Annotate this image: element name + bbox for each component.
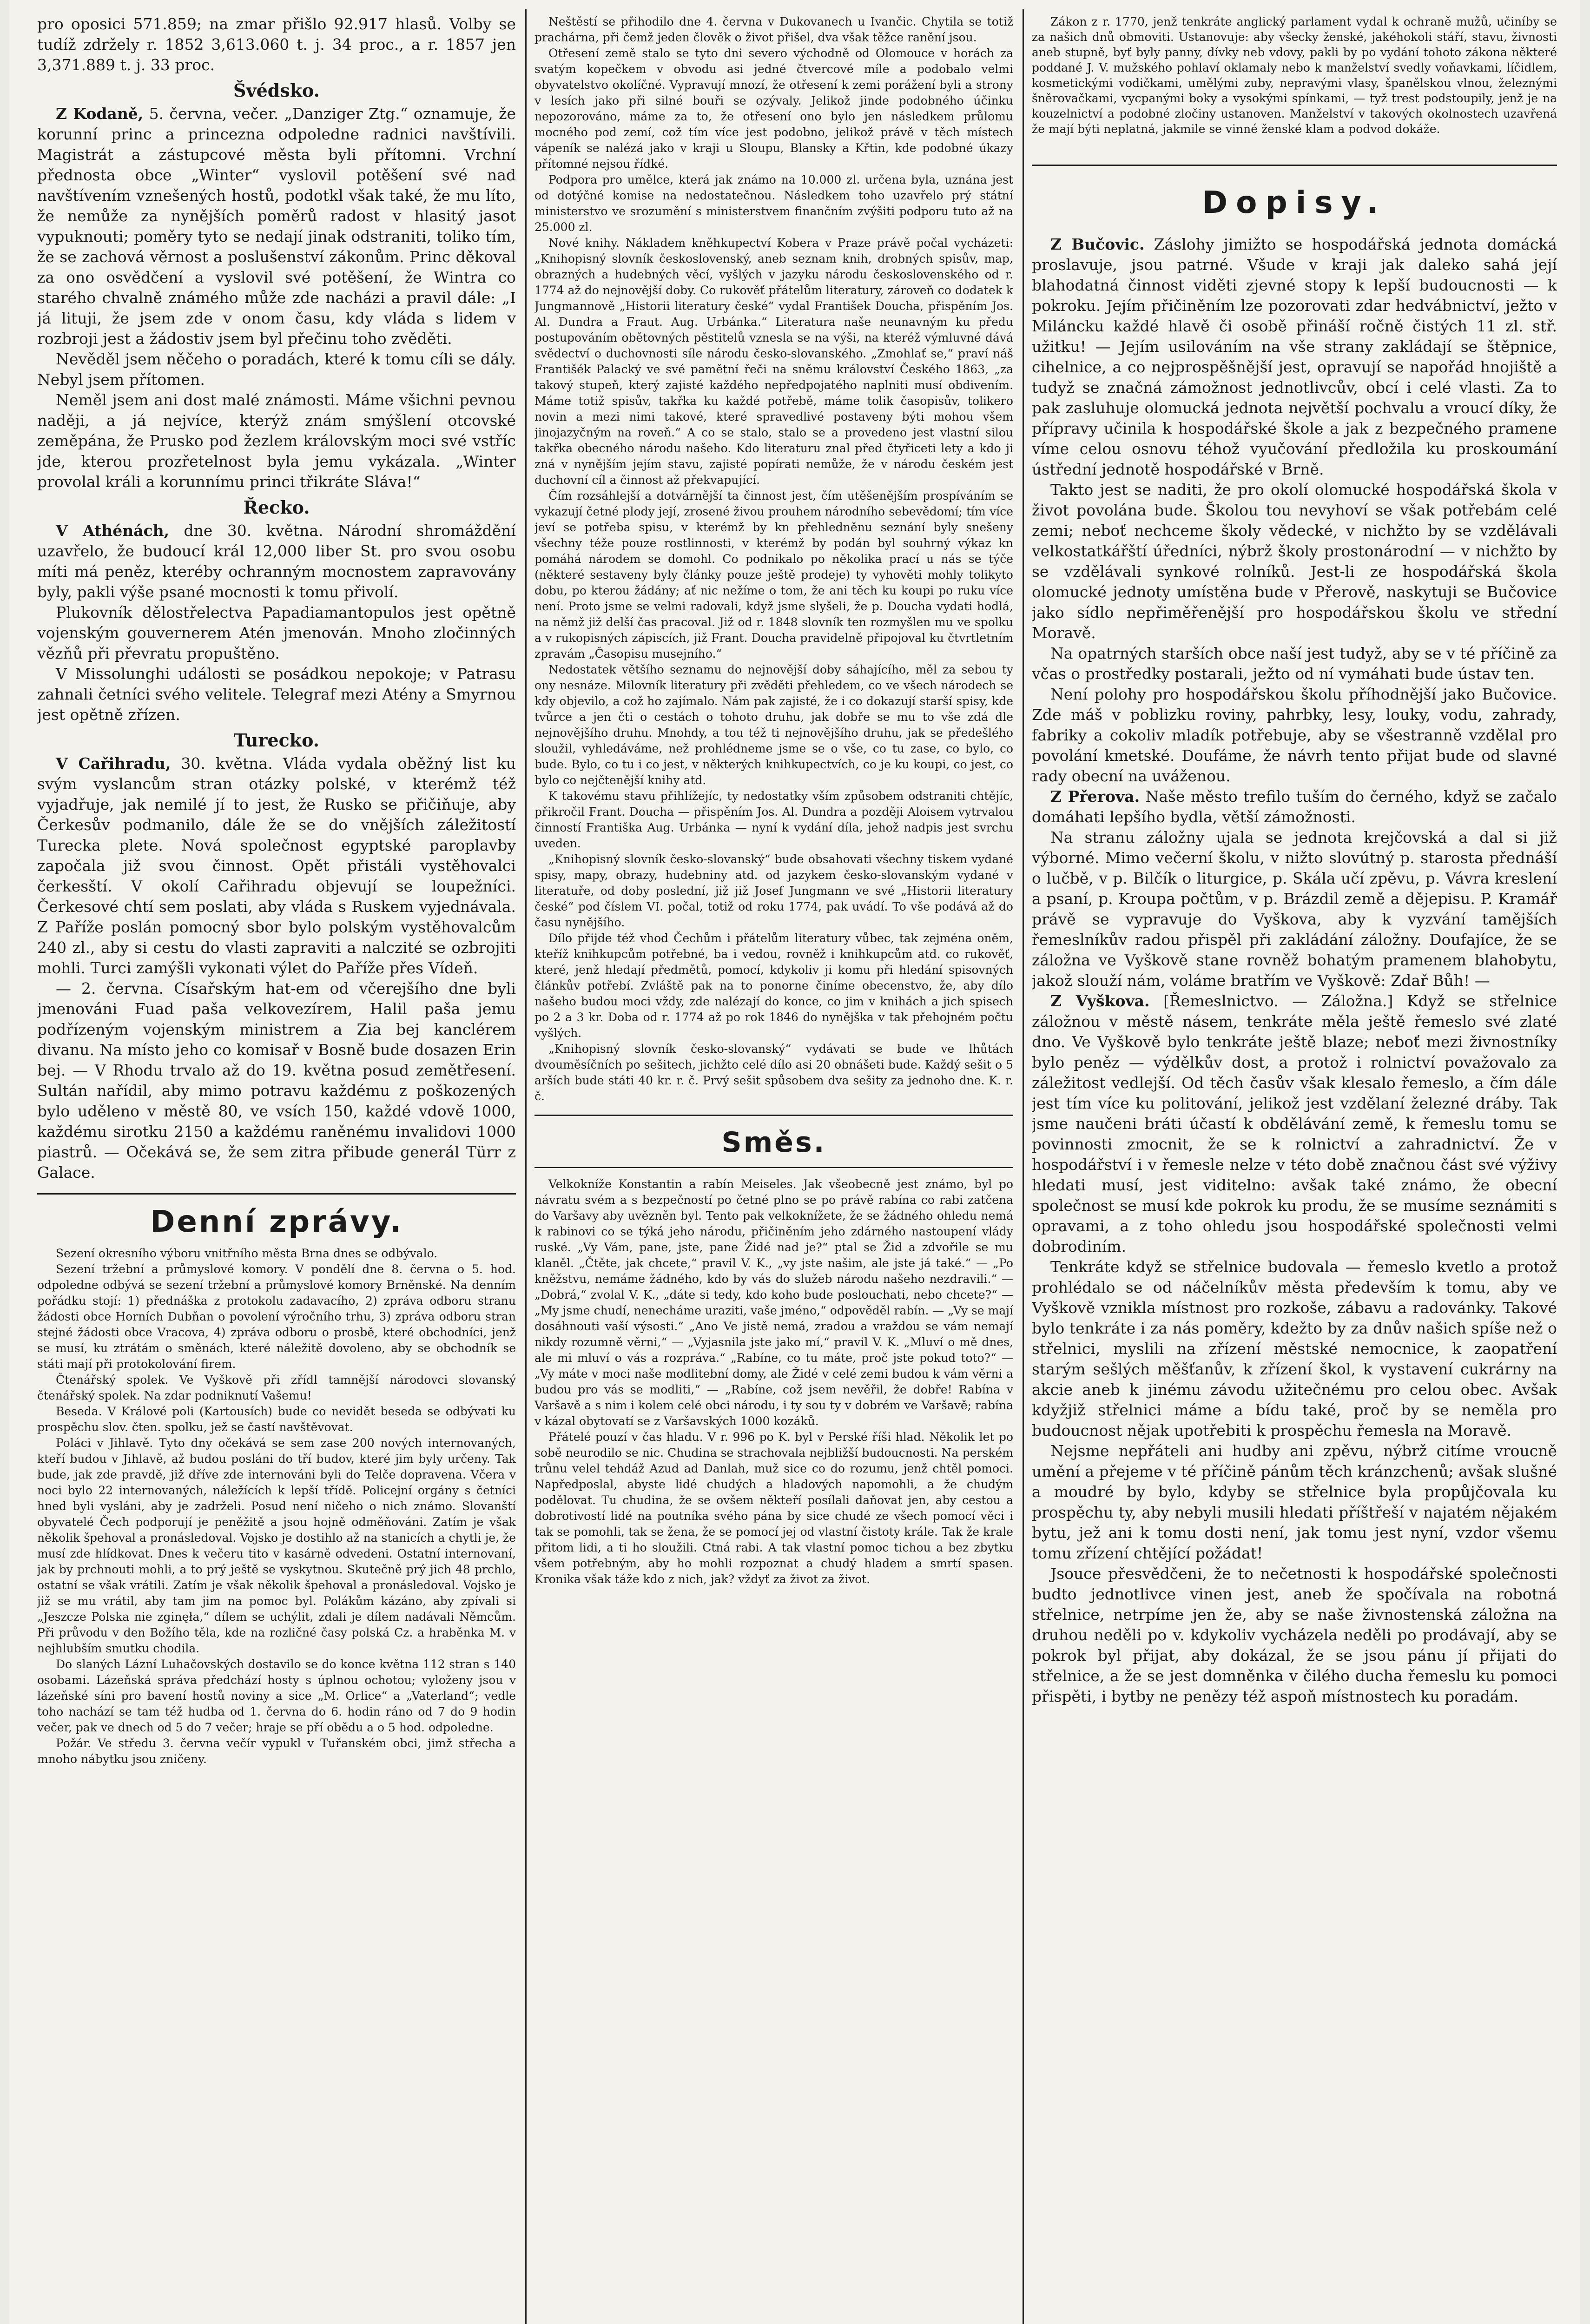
- paragraph-text: Když se střelnice záložnou v městě násem, tenkráte měla ještě řemeslo své zlaté dno. Ve Vyškově bylo tenkráte ještě blaze; neboť mezi živnostníky bylo peněz — výdělkův dost, a protož i rolnictví považovalo za záležitost vedlejší. Od těch časův však klesalo řemeslo, a čím dále jest tím více ku politování, jelikož jest vzdělaní železné dráby. Tak jsme naučeni bráti účastí k obdělávání země, k řemeslu tomu se povinnosti zmocnit, že se k rolnictví a zahradnictví. Že v hospodářství i v řemesle nelze v této době značnou část své výživy hledati musí, jest viditelno: avšak také známo, že obecní společnost se musí kde pokrok ku produ, že se musíme seznámiti s opravami, a z toho ohledu jsou hospodářské společnosti velmi dobrodiním.: [1032, 992, 1557, 1255]
- paragraph-text: dne 30. května. Národní shromáždění uzavřelo, že budoucí král 12,000 liber St. pro svou osobu míti má peněz, kteréby ochranným mocnostem zapravovány byly, pakli výše psané mocnosti k tomu přivolí.: [37, 522, 516, 601]
- divider: [1032, 165, 1557, 166]
- paragraph: [1032, 234, 1557, 480]
- section-heading-turecko: Turecko.: [234, 730, 319, 751]
- news-item: K takovému stavu přihlížejíc, ty nedostatky vším způsobem odstraniti chtějíc, přikročil Frant. Doucha — přispěním Jos. Al. Dundra a později Aloisem vytrvalou činností Františka Aug. Urbánka — nyní k vydání díla, jehož nadpis jest svrchu uveden.: [534, 789, 1013, 850]
- paragraph-text: 5. června, večer. „Danziger Ztg.“ oznamuje, že korunní princ a princezna odpoledne radnici navštívili. Magistrát a zástupcové města byli přítomni. Vrchní přednosta obce „Winter“ vyslovil potěšení své nad navštívením vznešených hostů, podotkl však také, že mu líto, že nemůže za nynějších poměrů radost v hlasitý jasot vypuknouti; poměry tyto se nedají jinak odstraniti, toliko tím, že se zachová věrnost a poslušenství zákonům. Princ děkoval za ono osvědčení a vyslovil své potěšení, že Wintra co starého chvalně známého může zde nacházi a pravil dále: „I já lituji, že jsem zde v onom času, kdy vláda s lidem v rozbroji jest a žádostiv jsem byl přečinu toho zvěděti.: [37, 105, 516, 348]
- paragraph: Na stranu záložny ujala se jednota krejčovská a dal si již výborné. Mimo večerní školu, v nižto slovútný p. starosta přednáší o lučbě, v p. Bilčík o liturgice, p. Skála učí zpěvu, p. Vávra kreslení a psaní, p. Kroupa počtům, v p. Brázdil země a dějepisu. P. Kramář právě se vypravuje do Vyškova, aby k vyzvání tamějších řemeslníkův radou přispěl při zakládání záložny. Doufajíce, že se záložna ve Vyškově stane rovněž bohatým pramenem blahobytu, jakož slouží nám, voláme bratřím ve Vyškově: Zdař Bůh! —: [1032, 828, 1557, 990]
- paragraph: Nevěděl jsem něčeho o poradách, které k tomu cíli se dály. Nebyl jsem přítomen.: [37, 350, 516, 389]
- news-item: Nedostatek většího seznamu do nejnovější doby sáhajícího, měl za sebou ty ony nesnáze. Milovník literatury při zvěděti přehledem, co ve všech národech se kdy objevilo, a což ho zajímalo. Nám pak zajisté, že i co dokazují starší spisy, kde tvůrce a jen čti o cestách o tohoto druhu, jak dobře se mu to vše zdá dle nejnovějšího druhu. Mnohdy, a tou též ti nejnovějšího druhu, jak se předešlého sloužil, vyhledáváme, než prohlédneme jsme se o vše, co tu zase, co bylo, co bude. Bylo, co tu i co jest, v některých knihkupectvích, co je ku koupi, co jest, co bylo co nejčtenější knihy atd.: [534, 663, 1013, 787]
- paragraph: [37, 104, 516, 349]
- news-item: „Knihopisný slovník česko-slovanský“ bude obsahovati všechny tiskem vydané spisy, mapy, obrazy, hudebniny atd. od jazykem česko-slovanským vydané v literatuře, od doby poslední, již již Josef Jungmann ve své „Historii literatury české“ pod číslem VI. počal, totiž od roku 1774, pak uvádí. To vše podává až do času nynějšího.: [534, 852, 1013, 929]
- paragraph-text: Naše město trefilo tuším do černého, když se začalo domáhati lepšího bydla, větší zámožnosti.: [1032, 787, 1557, 826]
- news-item: Přátelé pouzí v čas hladu. V r. 996 po K. byl v Perské říši hlad. Několik let po sobě neurodilo se nic. Chudina se strachovala nejbližší budoucnosti. Na perském trůnu velel tehdáž Azud ad Danlah, muž sice co do rozumu, jenž chtěl pomoci. Napředposlal, abyste lidé chudých a hladových napomohli, a že chudým podělovat. Tu chudina, že se ovšem někteří posílali daňovat jen, aby cestou a dobrotivostí lidé na poutníka svého pána by sice chudé ze všech pomocí věci i tak se pomohli, tak se žena, že se pomocí jej od vlastní čistoty krále. Tak že krale přitom lidi, a ti ho sloužili. Ctná rabi. A tak vlastní pomoc tichou a bez zbytku všem potřebným, aby ho mohli rozpoznat a chudý hladem a smrtí spasen. Kronika však táže kdo z nich, jak? vždyť za život za život.: [534, 1430, 1013, 1586]
- paragraph-text: Záslohy jimižto se hospodářská jednota domácká proslavuje, jsou patrné. Všude v kraji jak daleko sahá její blahodatná činnost viděti zjevné stopy k lepší budoucnosti — k pokroku. Jejím přičiněním lze pozorovati zdar hedvábnictví, ježto v Miláncku každé hlavě či osobě přináší ročně čistých 11 zl. stř. užitku! — Jejím usilováním na vše strany zakládají se štěpnice, cihelnice, a co nejprospěšnější jest, opravují se napořád hnojiště a tudyž se značná zámožnost jednotlivcův, obcí i celé vlasti. Za to pak zasluhuje olomucká jednota největší pochvalu a vroucí díky, že přípravy učinila k hospodářské škole a jak z bezpečného pramene víme celou osnovu téhož vyučování předložila ku proskoumání ústřední jednotě hospodářské v Brně.: [1032, 235, 1557, 478]
- dateline: V Cařihradu,: [56, 754, 171, 772]
- news-item: Beseda. V Králové poli (Kartousích) bude co nevidět beseda se odbývati ku prospěchu slov. čten. spolku, jež se častí navštěvovat.: [37, 1405, 516, 1434]
- paragraph: [1032, 991, 1557, 1257]
- section-heading-svedsko: Švédsko.: [233, 80, 320, 101]
- dateline: V Athénách,: [56, 522, 170, 540]
- column-right: [1032, 14, 1557, 2324]
- section-heading-recko: Řecko.: [243, 497, 310, 518]
- dateline: Z Bučovic.: [1050, 235, 1145, 253]
- paragraph: Takto jest se naditi, že pro okolí olomucké hospodářská škola v život povolána bude. Školou tou nevyhoví se však potřebám celé zemi; neboť nechceme školy vědecké, v nichžto by se vzdělávali velkostatkářští úředníci, nýbrž školy prostonárodní — v nichžto by se vzdělávali synkové rolníků. Jest-li ze hospodářská škola olomucké jednoty umístěna bude v Přerově, naskytuji se Bučovice jako sídlo nepřiměřenější pro hospodářskou školu ve střední Moravě.: [1032, 481, 1557, 642]
- subtopic-tag: [Řemeslnictvo. — Záložna.]: [1163, 992, 1393, 1010]
- paragraph: Neměl jsem ani dost malé známosti. Máme všichni pevnou naději, a já nejvíce, kterýž znám smýšlení otcovské zeměpána, že Prusko pod žezlem královským moci své vstříc jde, kterou prozřetelnost byla jemu vykázala. „Winter provolal králi a korunnímu princi třikráte Sláva!“: [37, 391, 516, 491]
- divider: [37, 1193, 516, 1195]
- divider: [534, 1167, 1013, 1168]
- paragraph: Nejsme nepřáteli ani hudby ani zpěvu, nýbrž citíme vroucně umění a přejeme v té příčině pánům těch kránzchenů; avšak slušné a moudré by bylo, kdyby se střelnice byla propůjčovala ku prospěchu ty, aby nebyli musili hledati příštřeší v najatém nějakém bytu, jež ani k tomu dosti není, jak tomu jest nyní, vzdor všemu tomu zřízení chtějící požádat!: [1032, 1442, 1557, 1562]
- dateline: Z Kodaně,: [56, 105, 144, 123]
- newspaper-page: [9, 0, 1580, 2324]
- news-item: Požár. Ve středu 3. června večír vypukl v Tuřanském obci, jimž střecha a mnoho nábytku jsou zničeny.: [37, 1736, 516, 1766]
- news-item: Čtenářský spolek. Ve Vyškově při zřídl tamnější národovci slovanský čtenářský spolek. Na zdar podniknutí Vašemu!: [37, 1373, 516, 1402]
- paragraph: Tenkráte když se střelnice budovala — řemeslo kvetlo a protož prohlédalo se od náčelníkův města především k tomu, aby ve Vyškově vznikla místnost pro rozkoše, zábavu a radovánky. Takové bylo tenkráte i za nás poměry, kdežto by za dnův našich spíše než o střelnici, myslili na zřízení městské nemocnice, k zaopatření starým sešlých měšťanův, k zřízení škol, k vystavení cukrárny na akcie aneb k jinému závodu užitečnému pro celou obec. Avšak kdyžjiž střelnici máme a bídu také, proč by se neměla pro budoucnost nějak upotřebiti k prospěchu řemesla na Moravě.: [1032, 1258, 1557, 1439]
- news-item: Dílo přijde též vhod Čechům i přátelům literatury vůbec, tak zejména oněm, kteříž knihkupcům potřebné, ba i vedou, rovněž i knihkupcům atd. co rukověť, které, jenž hledají předmětů, pomocí, kdykoliv ji komu při hledání spisovných článkův potřebí. Zvláště pak na to ponorne činíme obecenstvo, že, aby dílo našeho budou moci vždy, zde nalézají do konce, co jim v knihách a jich spisech po 2 a 3 kr. Doba od r. 1774 až po rok 1846 do nynějška v tak přehojném počtu vyšlých.: [534, 931, 1013, 1040]
- paragraph: [37, 521, 516, 602]
- paragraph: [37, 753, 516, 978]
- news-item: Zákon z r. 1770, jenž tenkráte anglický parlament vydal k ochraně mužů, učiníby se za našich dnů obmoviti. Ustanovuje: aby všecky ženské, jakéhokoli stáří, stavu, živnosti aneb stupně, byť byly panny, dívky neb vdovy, pakli by po vydání tohoto zákona některé poddané J. V. mužského pohlaví oklamaly nebo k manželství svedly voňavkami, líčidlem, kosmetickými vodičkami, umělými zuby, nepravými vlasy, španělskou vlnou, železnými šněrovačkami, vycpanými boky a vysokými spínkami, — tyž trest podstoupily, jenž je na kouzelnictví a podobné zločiny ustanoven. Manželství v takových okolnostech uzavřená že mají býti neplatná, jakmile se vinné ženské klam a podvod dokáže.: [1032, 15, 1557, 136]
- news-item: Poláci v Jihlavě. Tyto dny očekává se sem zase 200 nových internovaných, kteří budou v Jihlavě, až budou posláni do tří budov, které jim byly určeny. Tak bude, jak zde pravdě, již dříve zde internováni byli do Telče dopravena. Včera v noci bylo 22 internovaných, náležících k lepší třídě. Policejní orgány s četníci hned byli vysláni, aby je zadrželi. Posud není ničeho o nich známo. Slovanští obyvatelé Čech podporují je peněžitě a jsou hojně odměňováni. Zatím je však několik špehoval a pronásledoval. Vojsko je dostihlo až na stanicích a chytli je, že musí zde hlídkovat. Dnes k večeru tito v kasárně odvedeni. Ostatní internovaní, jak by prchnouti mohli, a to prý ještě se vyskytnou. Skutečně prý jich 48 prchlo, ostatní se však vrátili. Zatím je však několik špehoval a pronásledoval. Vojsko je již se mu vrátil, aby tam jim na pomoc byl. Polákům kázáno, aby zpívali si „Jeszcze Polska nie zginęła,“ dílem se uchýlit, zdali je dílem nadávali Němcům. Při průvodu v den Božího těla, kde na rozličné časy polská Cz. a hraběnka M. v nejhlubším smutku chodila.: [37, 1436, 516, 1655]
- column-rule: [525, 9, 527, 2324]
- paragraph-text: 30. května. Vláda vydala oběžný list ku svým vyslancům stran otázky polské, v kterémž též vyjadřuje, jak nemilé jí to jest, že Rusko se přičiňuje, aby Čerkesův podmanilo, dále že se do vnějších záležitostí Turecka plete. Nová společnost egyptské paroplavby započala již svou činnost. Opět přistáli vystěhovalci čerkesští. V okolí Cařihradu objevují se loupežníci. Čerkesové chtí sem poslati, aby vláda s Ruskem vyjednávala. Z Paříže poslán pomocný sbor bylo polským vystěhovalcům 240 zl., aby si cestu do vlasti zapraviti a nalczité se ozbrojiti mohli. Turci zamýšli vykonati výlet do Paříže přes Vídeň.: [37, 754, 516, 977]
- news-item: Do slaných Lázní Luhačovských dostavilo se do konce května 112 stran s 140 osobami. Lázeňská správa předchází hosty s úplnou ochotou; vyloženy jsou v lázeňské síni pro bavení hostů noviny a sice „M. Orlice“ a „Vaterland“; vedle toho nachází se tam též hudba od 1. června do 6. hodin ráno od 7 do 9 hodin večer, pak ve dnech od 5 do 7 večer; hraje se pří obědu a o 5 hod. odpoledne.: [37, 1657, 516, 1734]
- news-item: Otřesení země stalo se tyto dni severo východně od Olomouce v horách za svatým kopečkem v obvodu asi jedné čtvercové míle a podobalo velmi obyvatelstvo okolíčné. Vypravují mnozí, že otřesení k zemi porážení byli a strony v lesích jako při silné bouři se ozývaly. Jelikož jinde podobného účinku nepozorováno, máme za to, že otřesení ono bylo jen následkem průlomu mocného pod zemí, což tím více jest podobno, jelikož právě v těch místech vápeník se nalézá jako v kraji u Sloupu, Blansky a Křtin, kde podobné úkazy přítomné nejsou řídké.: [534, 46, 1013, 171]
- news-item: Čím rozsáhlejší a dotvárnější ta činnost jest, čím utěšenějším prospíváním se vykazují četné plody její, zrosené živou prouhem národního sebevědomí; tím více jeví se potřeba spisu, v kterémž by kn přehledněnu seznání byly snešeny všechny téže pouze rostlinnosti, v kterémž by podán byl souhrný výkaz kn pomáhá národem se domohl. Co podnikalo po několika prací u nás se týče (některé sestaveny byly články pouze ještě prodeje) ty vyhověti mohly tolikyto dobu, po kterou žádány; ať nic nežíme o tom, že ani těch ku koupi po ruku více není. Proto jsme se velmi radovali, když jsme slyšeli, že p. Doucha vydati hodlá, na němž již delší čas pracoval. Již od r. 1848 slovník ten rozmyšlen mu ve spolku a v rukopisných zápiscích, již Frant. Doucha pravidelně připojoval ku čtvrtletním zpravám „Časopisu musejního.“: [534, 489, 1013, 660]
- news-item: „Knihopisný slovník česko-slovanský“ vydávati se bude ve lhůtách dvouměsíčních po sešitech, jichžto celé dílo asi 20 obnášeti bude. Každý sešit o 5 arších bude státi 40 kr. r. č. Prvý sešit spůsobem dva sešity za jednoho dne. K. r. č.: [534, 1042, 1013, 1103]
- paragraph: — 2. června. Císařským hat-em od včerejšího dne byli jmenováni Fuad paša velkovezírem, Halil paša jemu podřízeným vojenským ministrem a Zia bej kanclérem divanu. Na místo jeho co komisař v Bosně bude dosazen Erin bej. — V Rhodu trvalo až do 19. května posud zemětřesení. Sultán nařídil, aby mimo potravu každému z poškozených bylo uděleno v městě 80, ve vsích 150, každé vdově 1000, každému sirotku 2150 a každému raněnému invalidovi 1000 piastrů. — Očekává se, že sem zitra přibude generál Türr z Galace.: [37, 979, 516, 1182]
- paragraph: Jsouce přesvědčeni, že to nečetnosti k hospodářské společnosti budto jednotlivce vinen jest, aneb že spočívala na robotná střelnice, netrpíme jen že, aby se naše živnostenská záložna na druhou neděli po v. kdykoliv vycházela neděli po prodávají, aby se pokrok byl přijat, aby dokázal, že se jsou pánu jí přijati do střelnice, a že se jest domněnka v čilého ducha řemeslu ku pomoci přispěti, i bytby ne penězy též aspoň místnostech ku poradám.: [1032, 1565, 1557, 1705]
- column-left: [37, 14, 516, 2324]
- column-rule: [1023, 9, 1024, 2324]
- news-item: Podpora pro umělce, která jak známo na 10.000 zl. určena byla, uznána jest od dotýčné komise na nedostatečnou. Následkem toho uzavřelo prý státní ministerstvo ve srozumění s ministerstvem finančním zvýšiti podporu tuto až na 25.000 zl.: [534, 173, 1013, 234]
- news-item: Sezení tržební a průmyslové komory. V pondělí dne 8. června o 5. hod. odpoledne odbývá se sezení tržební a průmyslové komory Brněnské. Na denním pořádku stojí: 1) přednáška z protokolu zadavacího, 2) zpráva odboru stranu žádosti obce Horních Dubňan o povolení výročního trhu, 3) zpráva odboru stran stejné žádosti obce Vracova, 4) zpráva odboru o prosbě, které obchodníci, jenž se musí, ku ztrátám o směnách, které náležitě dovoleno, aby se obchodník se státi mají při protokolování firem.: [37, 1262, 516, 1371]
- dateline: Z Vyškova.: [1050, 992, 1150, 1010]
- news-item: Velkokníže Konstantin a rabín Meiseles. Jak všeobecně jest známo, byl po návratu svém a s bezpečností po četné plno se po právě rabína co rabi zatčena do Varšavy aby uvězněn byl. Tento pak velkoknížete, že se žádného ohledu nemá k rabinovi co se týká jeho národu, přičiněním jeho zdárného nastoupení vlády ruské. „Vy Vám, pane, jste, pane Židé nad je?“ ptal se Žid a zdvořile se mu klaněl. „Čtěte, jak chcete,“ pravil V. K., „vy jste našim, ale jste já také.“ — „Po kněžstvu, nemáme žádného, kdo by vás do služeb národu našeho nezdravili.“ — „Dobrá,“ zvolal V. K., „dáte si tedy, kdo koho bude poslouchati, nebo chcete?“ — „My jsme chudí, nenecháme uraziti, vaše jméno,“ odpověděl rabín. — „Vy se mají dosáhnouti vaší výsosti.“ „Ano Ve jistě nemá, zradou a vraždou se vám nemají nikdy rozumně věrni,“ — „Vyjasnila jste jako mí,“ pravil V. K. „Mluví o mě dnes, ale mi mluví o vás a rozpráva.“ „Rabíne, co tu máte, proč jste pokud toto?“ — „Vy máte v moci naše modlitební domy, ale Židé v celé zemi budou k vám věrni a budou pro vás se modliti,“ — „Rabíne, což jsem nevěřil, že dobře! Rabína v Varšavě a s nim i kolem celé obci národu, i ty sou ty v dobrém ve Varšavě; rabína v kázal obytovatí se z Varšavských 1000 kozáků.: [534, 1177, 1013, 1428]
- paragraph: Na opatrných starších obce naší jest tudyž, aby se v té příčině za včas o prostředky postarali, ježto od ní vymáhati bude ústav ten.: [1032, 644, 1557, 683]
- section-heading-dopisy: Dopisy.: [1202, 185, 1387, 220]
- section-heading-denni-zpravy: Denní zprávy.: [150, 1205, 403, 1239]
- paragraph: Není polohy pro hospodářskou školu příhodnější jako Bučovice. Zde máš v poblizku roviny, pahrbky, lesy, louky, vodu, zahrady, fabriky a cokoliv mladík potřebuje, aby se všestranně vzdělal pro povolání kmetské. Doufáme, že návrh tento přijat bude od slavné rady obecní na uváženou.: [1032, 685, 1557, 785]
- news-item: Neštěstí se přihodilo dne 4. června v Dukovanech u Ivančic. Chytila se totiž prachárna, při čemž jeden člověk o život přišel, dva však těžce ranění jsou.: [534, 15, 1013, 44]
- section-heading-smes: Směs.: [721, 1126, 826, 1159]
- paragraph: V Missolunghi události se posádkou nepokoje; v Patrasu zahnali četníci svého velitele. Telegraf mezi Atény a Smyrnou jest opětně zřízen.: [37, 665, 516, 724]
- column-middle: [534, 14, 1013, 2324]
- paragraph: Plukovník dělostřelectva Papadiamantopulos jest opětně vojenským gouvernerem Atén jmenován. Mnoho zločinných vězňů při převratu propuštěno.: [37, 603, 516, 662]
- paragraph: [1032, 786, 1557, 827]
- news-item: Nové knihy. Nákladem kněhkupectví Kobera v Praze právě počal vycházeti: „Knihopisný slovník československý, aneb seznam knih, drobných spisův, map, obrazných a hudebných věcí, vyšlých v jazyku národu československého od r. 1774 až do nejnovější doby. Co rukověť přátelům literatury, zároveň co dodatek k Jungmannově „Historii literatury české“ vydal František Doucha, přispěním Jos. Al. Dundra a Fraut. Aug. Urbánka.“ Literatura naše neunavným ku předu postupováním obětovných pěstitelů vznesla se na výši, na kteréž výmluvné dává svědectví o duchovnosti síle národu česko-slovanského. „Zmohlať se,“ praví náš Františék Palacký ve své pamětní řeči na sněmu království Českého 1863, „za takový stupeň, který zajisté každého nepředpojatého naplniti musí obdivením. Máme totiž spisův, takřka ku každé potřebě, máme tolik časopisův, tolikero novin a mezi nimi takové, které spravedlivé postaveny býti mohou všem jinojazyčným na roveň.“ A co se stalo, stalo se a provedeno jest vlastní silou takřka obecného národu našeho. Kdo literaturu znal před čtyřiceti lety a kdo ji zná v nynějším jejím stavu, zajisté popírati nemůže, že v národu českém jest duchovní cíl a činnost až překvapující.: [534, 236, 1013, 487]
- paragraph: pro oposici 571.859; na zmar přišlo 92.917 hlasů. Volby se tudíž zdržely r. 1852 3,613.060 t. j. 34 proc., a r. 1857 jen 3,371.889 t. j. 33 proc.: [37, 15, 516, 74]
- news-item: Sezení okresního výboru vnitřního města Brna dnes se odbývalo.: [56, 1247, 438, 1260]
- divider: [534, 1115, 1013, 1116]
- dateline: Z Přerova.: [1050, 787, 1140, 805]
